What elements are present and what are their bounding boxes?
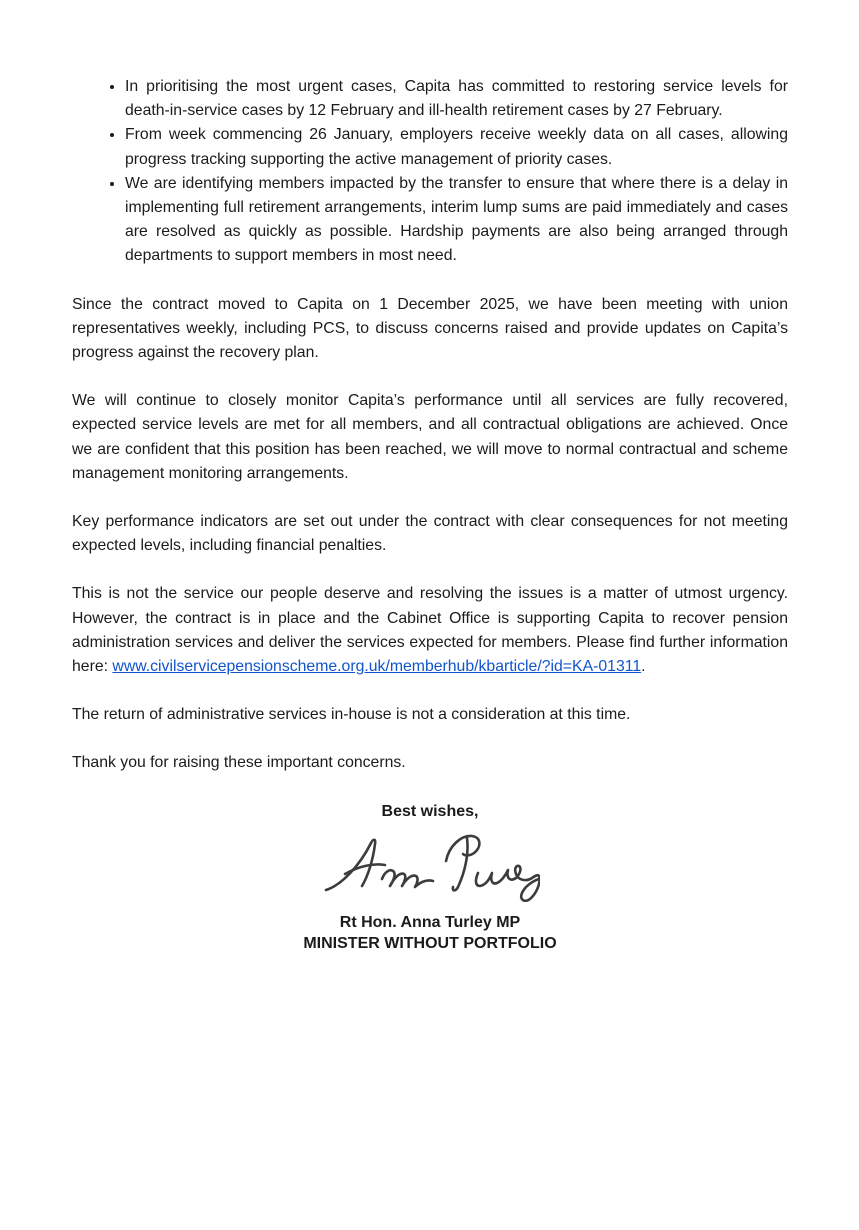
paragraph-text: Since the contract moved to Capita on 1 December 2025, we have been meeting with union representatives weekly, including PCS, to discuss concerns raised and provide updates on Capita’s progress against the recovery plan.	[72, 295, 788, 362]
link-suffix: .	[641, 658, 646, 676]
bullet-item: • In prioritising the most urgent cases, Capita has committed to restoring service levels for death-in-service cases by 12 February and ill-health retirement cases by 27 February.	[125, 75, 788, 123]
paragraph-text: We will continue to closely monitor Capita’s performance until all services are fully recovered, expected service levels are met for all members, and all contractual obligations are achieved. Once we are confident that this position has been reached, we will move to normal contractual and scheme management monitoring arrangements.	[72, 392, 788, 482]
paragraph-text: This is not the service our people deserve and resolving the issues is a matter of utmost urgency. However, the contract is in place and the Cabinet Office is supporting Capita to recover pension administration services and deliver the services expected for members. Please find further information here:	[72, 585, 788, 676]
paragraph-text: Thank you for raising these important concerns.	[72, 754, 406, 772]
letter-body	[72, 75, 788, 955]
paragraph	[72, 389, 788, 486]
closing-salutation: Best wishes,	[381, 802, 479, 820]
signoff-name: Rt Hon. Anna Turley MP	[339, 913, 521, 931]
paragraph-text: Key performance indicators are set out under the contract with clear consequences for not meeting expected levels, including financial penalties.	[72, 513, 788, 555]
paragraph-with-link	[72, 582, 788, 679]
signature	[72, 828, 788, 902]
paragraph	[72, 510, 788, 558]
bullet-list	[72, 75, 788, 269]
bullet-item: • From week commencing 26 January, employers receive weekly data on all cases, allowing progress tracking supporting the active management of priority cases.	[125, 123, 788, 171]
bullet-item: • We are identifying members impacted by the transfer to ensure that where there is a delay in implementing full retirement arrangements, interim lump sums are paid immediately and cases are resolved as quickly as possible. Hardship payments are also being arranged through departments to support members in most need.	[125, 172, 788, 269]
paragraph	[72, 703, 788, 727]
paragraph	[72, 751, 788, 775]
signature-image	[320, 828, 540, 902]
paragraph	[72, 293, 788, 366]
pension-scheme-link[interactable]: www.civilservicepensionscheme.org.uk/memberhub/kbarticle/?id=KA-01311	[112, 658, 642, 676]
paragraph-text: The return of administrative services in-house is not a consideration at this time.	[72, 706, 631, 724]
signoff-title: MINISTER WITHOUT PORTFOLIO	[303, 935, 557, 953]
